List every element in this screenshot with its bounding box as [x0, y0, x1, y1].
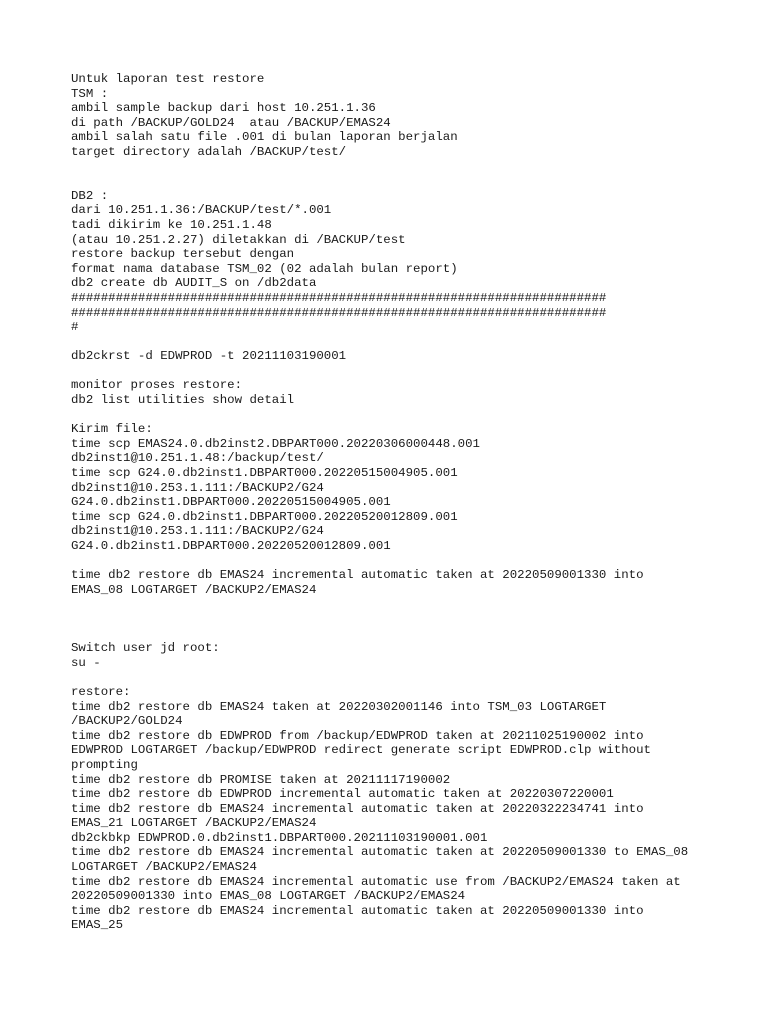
text-line: LOGTARGET /BACKUP2/EMAS24 — [71, 860, 257, 875]
text-line: time scp G24.0.db2inst1.DBPART000.20220520012809.001 — [71, 509, 458, 524]
text-line: time db2 restore db EDWPROD incremental automatic taken at 20220307220001 — [71, 787, 614, 802]
blank-line — [71, 670, 711, 685]
text-line: restore backup tersebut dengan — [71, 247, 295, 262]
text-line: ######################################################################## — [71, 305, 607, 320]
text-line: (atau 10.251.2.27) diletakkan di /BACKUP/test — [71, 232, 406, 247]
blank-line — [71, 597, 711, 612]
text-line: db2ckrst -d EDWPROD -t 20211103190001 — [71, 349, 347, 364]
text-line: time db2 restore db EMAS24 incremental automatic taken at 20220509001330 into — [71, 568, 644, 583]
text-line: DB2 : — [71, 188, 109, 203]
text-line: format nama database TSM_02 (02 adalah bulan report) — [71, 261, 458, 276]
blank-line — [71, 160, 711, 175]
text-line: EMAS_21 LOGTARGET /BACKUP2/EMAS24 — [71, 816, 317, 831]
text-line: su - — [71, 655, 101, 670]
text-line: EDWPROD LOGTARGET /backup/EDWPROD redirect generate script EDWPROD.clp without — [71, 743, 651, 758]
blank-line — [71, 612, 711, 627]
blank-line — [71, 364, 711, 379]
text-line: G24.0.db2inst1.DBPART000.20220515004905.001 — [71, 495, 391, 510]
text-line: ambil salah satu file .001 di bulan laporan berjalan — [71, 130, 458, 145]
text-line: prompting — [71, 757, 138, 772]
text-line: db2 list utilities show detail — [71, 393, 295, 408]
text-line: time db2 restore db EMAS24 incremental automatic taken at 20220509001330 to EMAS_08 — [71, 845, 689, 860]
text-line: time scp EMAS24.0.db2inst2.DBPART000.20220306000448.001 — [71, 436, 480, 451]
text-line: G24.0.db2inst1.DBPART000.20220520012809.001 — [71, 539, 391, 553]
text-line: Kirim file: — [71, 422, 153, 437]
text-line: TSM : — [71, 86, 109, 101]
text-line: time db2 restore db EMAS24 taken at 20220302001146 into TSM_03 LOGTARGET — [71, 699, 607, 714]
text-line: target directory adalah /BACKUP/test/ — [71, 144, 347, 159]
text-line: monitor proses restore: — [71, 378, 243, 393]
text-line: tadi dikirim ke 10.251.1.48 — [71, 217, 272, 232]
text-line: ambil sample backup dari host 10.251.1.36 — [71, 101, 376, 116]
text-line: # — [71, 320, 79, 335]
text-line: db2ckbkp EDWPROD.0.db2inst1.DBPART000.20211103190001.001 — [71, 830, 488, 845]
text-line: db2inst1@10.251.1.48:/backup/test/ — [71, 451, 324, 466]
blank-line — [71, 627, 711, 642]
text-line: Untuk laporan test restore — [71, 72, 265, 86]
blank-line — [71, 408, 711, 423]
text-line: time scp G24.0.db2inst1.DBPART000.20220515004905.001 — [71, 466, 458, 481]
text-line: db2inst1@10.253.1.111:/BACKUP2/G24 — [71, 524, 324, 539]
text-line: time db2 restore db EMAS24 incremental automatic use from /BACKUP2/EMAS24 taken at — [71, 874, 681, 889]
text-line: dari 10.251.1.36:/BACKUP/test/*.001 — [71, 203, 332, 218]
blank-line — [71, 174, 711, 189]
text-line: Switch user jd root: — [71, 641, 220, 656]
text-line: EMAS_25 — [71, 918, 124, 933]
text-line: ######################################################################## — [71, 290, 607, 305]
text-line: di path /BACKUP/GOLD24 atau /BACKUP/EMAS24 — [71, 115, 391, 130]
text-line: 20220509001330 into EMAS_08 LOGTARGET /BACKUP2/EMAS24 — [71, 889, 466, 904]
blank-line — [71, 335, 711, 350]
text-line: db2inst1@10.253.1.111:/BACKUP2/G24 — [71, 480, 324, 495]
text-line: time db2 restore db EMAS24 incremental automatic taken at 20220509001330 into — [71, 903, 644, 918]
text-line: EMAS_08 LOGTARGET /BACKUP2/EMAS24 — [71, 582, 317, 597]
text-line: time db2 restore db PROMISE taken at 20211117190002 — [71, 772, 451, 787]
document-body — [71, 72, 711, 933]
text-line: db2 create db AUDIT_S on /db2data — [71, 276, 317, 291]
blank-line — [71, 554, 711, 569]
text-line: restore: — [71, 684, 131, 699]
text-line: time db2 restore db EMAS24 incremental automatic taken at 20220322234741 into — [71, 801, 644, 816]
text-line: time db2 restore db EDWPROD from /backup/EDWPROD taken at 20211025190002 into — [71, 728, 644, 743]
text-line: /BACKUP2/GOLD24 — [71, 714, 183, 729]
